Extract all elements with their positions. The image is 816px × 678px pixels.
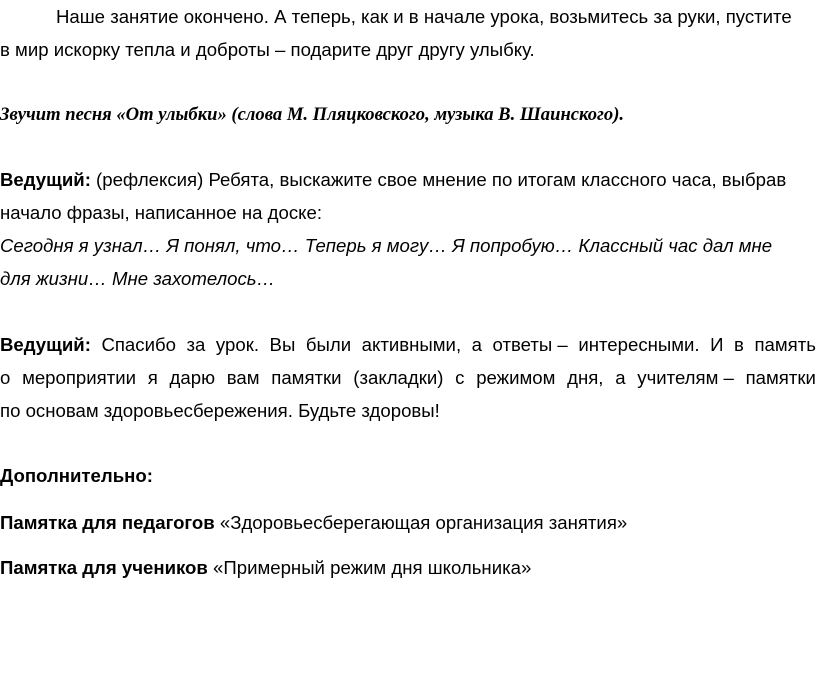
closing-word: памятки xyxy=(745,367,816,388)
closing-word: за xyxy=(186,334,206,355)
teachers-memo-label: Памятка для педагогов xyxy=(0,512,215,533)
closing-word: активными, xyxy=(361,334,462,355)
closing-word: учителям – xyxy=(637,367,734,388)
students-memo-paragraph xyxy=(0,551,816,584)
closing-word: урок. xyxy=(215,334,259,355)
reflection-paragraph xyxy=(0,163,816,295)
closing-line-3: по основам здоровьесбережения. Будьте здоровы! xyxy=(0,400,440,421)
closing-word: а xyxy=(615,367,626,388)
closing-word: Вы xyxy=(269,334,296,355)
closing-word: я xyxy=(147,367,158,388)
closing-word: о xyxy=(0,367,11,388)
teachers-memo-paragraph xyxy=(0,506,816,539)
extra-heading: Дополнительно: xyxy=(0,465,153,486)
reflection-line-1 xyxy=(0,163,816,196)
students-memo xyxy=(0,551,816,584)
closing-word: Спасибо xyxy=(101,334,176,355)
reflection-line-1-text: (рефлексия) Ребята, выскажите свое мнение по итогам классного часа, выбрав xyxy=(90,169,787,190)
intro-paragraph xyxy=(0,0,816,66)
closing-word: (закладки) xyxy=(353,367,444,388)
closing-word: были xyxy=(305,334,352,355)
teachers-memo xyxy=(0,506,816,539)
reflection-speaker: Ведущий: xyxy=(0,169,91,190)
students-memo-title: «Примерный режим дня школьника» xyxy=(207,557,532,578)
closing-paragraph xyxy=(0,328,816,427)
reflection-line-2: начало фразы, написанное на доске: xyxy=(0,202,322,223)
closing-word: дарю xyxy=(169,367,216,388)
closing-word: памятки xyxy=(271,367,342,388)
intro-line-1: Наше занятие окончено. А теперь, как и в начале урока, возьмитесь за руки, пустите xyxy=(56,6,792,27)
students-memo-label: Памятка для учеников xyxy=(0,557,208,578)
closing-word: а xyxy=(471,334,482,355)
song-paragraph xyxy=(0,98,816,131)
teachers-memo-title: «Здоровьесберегающая организация занятия» xyxy=(214,512,628,533)
closing-word: режимом xyxy=(476,367,556,388)
closing-line-2 xyxy=(0,361,816,394)
intro-line-2: в мир искорку тепла и доброты – подарите друг другу улыбку. xyxy=(0,39,535,60)
closing-word: в xyxy=(734,334,744,355)
closing-speaker: Ведущий: xyxy=(0,334,91,355)
song-text: Звучит песня «От улыбки» (слова М. Пляцковского, музыка В. Шаинского). xyxy=(0,104,625,125)
closing-word: ответы – xyxy=(492,334,568,355)
reflection-prompts-line-1: Сегодня я узнал… Я понял, что… Теперь я могу… Я попробую… Классный час дал мне xyxy=(0,235,773,256)
closing-line-1 xyxy=(0,328,816,361)
closing-word: с xyxy=(455,367,465,388)
closing-word: И xyxy=(710,334,724,355)
extra-heading-paragraph xyxy=(0,459,816,492)
reflection-prompts-line-2: для жизни… Мне захотелось… xyxy=(0,268,276,289)
closing-word: интересными. xyxy=(578,334,700,355)
closing-word: память xyxy=(754,334,816,355)
closing-word: вам xyxy=(226,367,260,388)
closing-word: мероприятии xyxy=(22,367,137,388)
closing-word: дня, xyxy=(567,367,604,388)
